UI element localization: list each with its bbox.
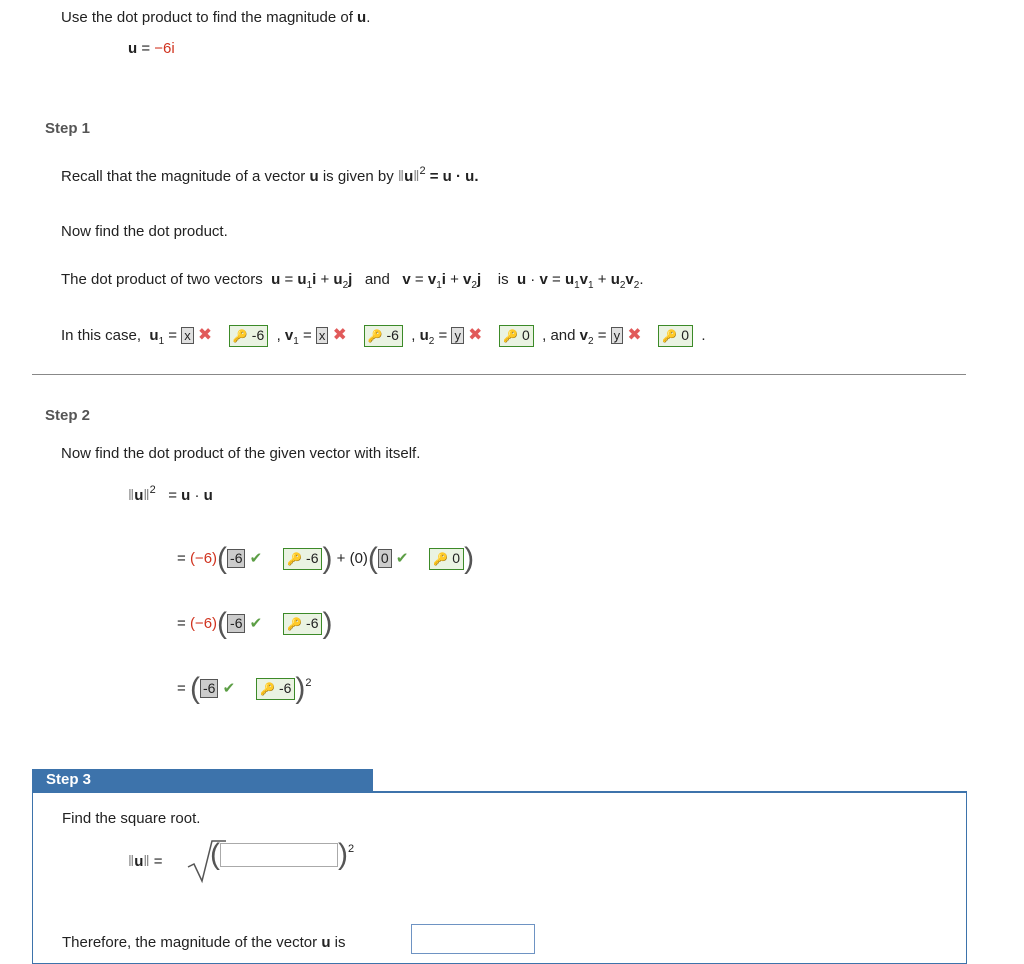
therefore-vector: u [321,934,331,951]
coef1: (−6) [189,550,218,567]
key-icon: 🔑 [287,552,303,566]
v2-key-value: 0 [681,327,690,343]
step1-label: Step 1 [45,120,91,137]
u1-answer-key [229,325,268,347]
check-icon: ✔ [249,615,263,632]
v2-answer-key [658,325,693,347]
dot-formula: = u · u. [429,168,479,185]
v1-response[interactable]: x [316,327,329,344]
key-icon: 🔑 [662,329,678,343]
check-icon: ✔ [249,550,263,567]
recall-text: Recall that the magnitude of a vector [61,168,306,185]
line2-response[interactable]: -6 [227,614,245,633]
instruction-text: Use the dot product to find the magnitude of [61,9,353,26]
dot-intro: The dot product of two vectors [61,271,263,288]
u2-answer-key [499,325,534,347]
instruction-vector: u [357,9,367,26]
u-value: −6i [154,40,175,57]
problem-instruction: Use the dot product to find the magnitude of u. [61,9,371,26]
is-word: is [497,271,509,288]
v1-answer-key [364,325,403,347]
find-dot-text: Now find the dot product. [61,223,228,240]
line1-answer-key1 [283,548,322,570]
step3-label: Step 3 [46,771,92,788]
line1-key2-value: 0 [452,550,461,566]
step2-norm-squared: ‖u‖$^2$ = u · u [128,484,213,504]
coef2: (−6) [189,615,218,632]
step3-text: Find the square root. [62,810,201,827]
line1-answer-key2 [429,548,464,570]
recall-vector: u [309,168,319,185]
u1-key-value: -6 [251,327,265,343]
u2-key-value: 0 [521,327,530,343]
components-row: In this case, $u_1 = x$ ✖ 🔑 -6 , $v_1 = x$ ✖ 🔑 -6 , $u_2 = y$ ✖ 🔑 0 , and $v_2 = y$ ✖ 🔑 0 . [61,325,706,347]
therefore-text: Therefore, the magnitude of the vector [62,934,318,951]
step3-therefore [62,934,346,951]
key-icon: 🔑 [259,682,275,696]
u1-response[interactable]: x [181,327,194,344]
u-label: u [128,40,138,57]
line1-response1[interactable]: -6 [227,549,245,568]
plus-term: + (0) [336,550,368,567]
step3-header [32,769,373,791]
line2-answer-key [283,613,322,635]
recall-tail: is given by [322,168,394,185]
and-v2: and [550,327,576,344]
line3-answer-key [256,678,295,700]
therefore-is: is [334,934,346,951]
sqrt-expression: ( )$^2$ [210,838,355,872]
key-icon: 🔑 [287,617,303,631]
key-icon: 🔑 [367,329,383,343]
step2-line2: = (−6)( -6 ✔ 🔑 -6 ) [177,607,333,641]
x-mark-icon: ✖ [468,325,483,344]
step1-recall: Recall that the magnitude of a vector u is given by ‖u‖$^2$ = u · u. [61,165,479,185]
x-mark-icon: ✖ [332,325,347,344]
line3-response[interactable]: -6 [200,679,218,698]
key-icon: 🔑 [433,552,449,566]
x-mark-icon: ✖ [627,325,642,344]
line3-key-value: -6 [278,680,292,696]
line3-exponent: 2 [305,677,312,689]
step2-text: Now find the dot product of the given vector with itself. [61,445,421,462]
in-this-case: In this case, [61,327,142,344]
line2-key-value: -6 [306,615,319,631]
magnitude-answer-input[interactable] [411,924,535,954]
divider [32,374,966,375]
key-icon: 🔑 [503,329,518,343]
step3-norm: ‖u‖ = [128,853,163,870]
dot-product-definition: The dot product of two vectors $u = u_1i + u_2j$ and $v = v_1i + v_2j$ is $u \cdot v = u_1v_1 + u_2v_2$. [61,271,644,291]
v1-key-value: -6 [386,327,399,343]
and-word: and [364,271,390,288]
step2-line3: = ( -6 ✔ 🔑 -6 )$^2$ [177,672,312,706]
v2-response[interactable]: y [611,327,624,344]
line1-key1-value: -6 [306,550,319,566]
check-icon: ✔ [395,550,409,567]
line1-response2[interactable]: 0 [378,549,392,568]
key-icon: 🔑 [232,329,248,343]
check-icon: ✔ [222,680,236,697]
sqrt-answer-input[interactable] [220,843,338,867]
step2-label: Step 2 [45,407,91,424]
x-mark-icon: ✖ [197,325,213,344]
step2-line1: = (−6)( -6 ✔ 🔑 -6 ) + (0)( 0 ✔ 🔑 0 ) [177,542,475,576]
u2-response[interactable]: y [451,327,464,344]
problem-vector-definition [128,40,175,57]
sqrt-exponent: 2 [348,843,355,855]
u-equals: = [141,40,151,57]
